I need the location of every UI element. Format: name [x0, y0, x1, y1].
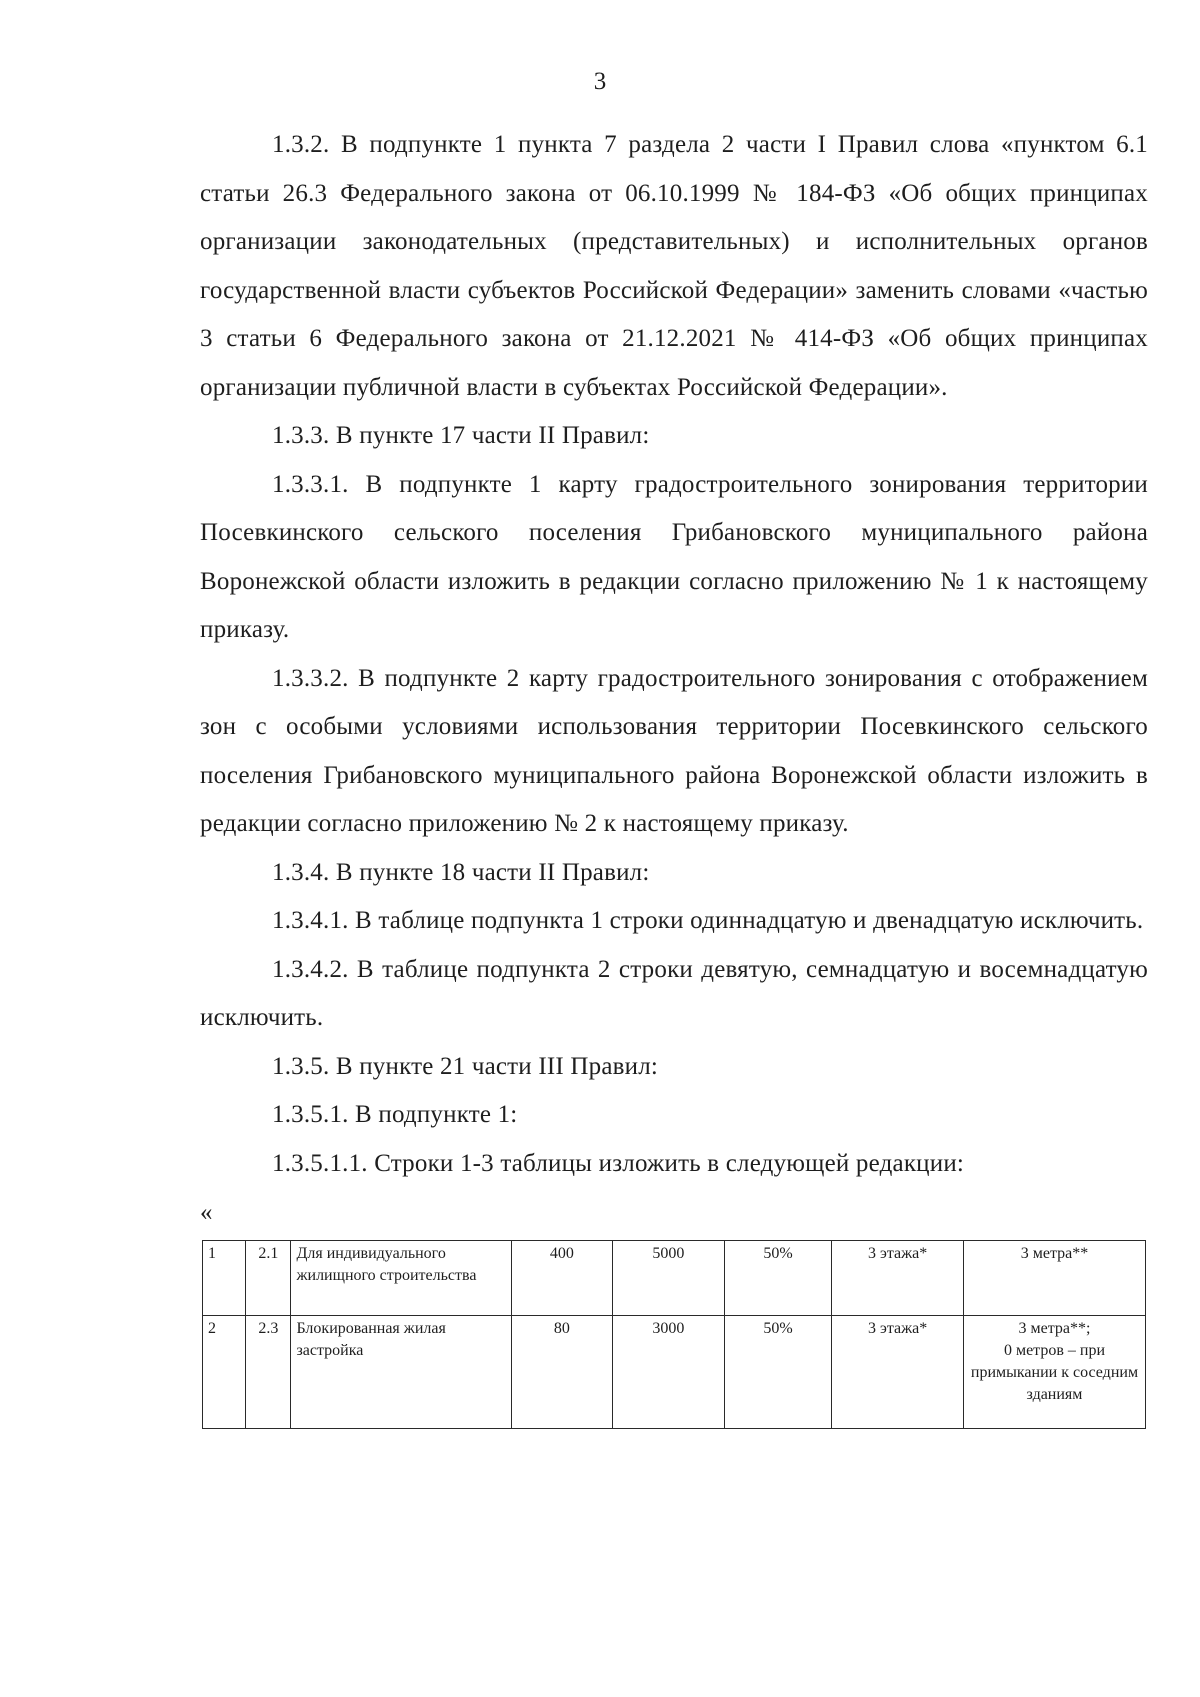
paragraph-1-3-4: 1.3.4. В пункте 18 части II Правил:	[272, 858, 650, 886]
page-number: 3	[593, 68, 607, 95]
building-percent-cell: 50%	[724, 1241, 832, 1316]
min-indent-cell	[963, 1241, 1145, 1316]
document-body	[200, 121, 1148, 1429]
indent-line: 0 метров – при примыкании к соседним зданиям	[970, 1342, 1139, 1403]
use-code-cell: 2.3	[246, 1316, 291, 1429]
indent-line: 3 метра**;	[1018, 1320, 1091, 1337]
paragraph-1-3-2: 1.3.2. В подпункте 1 пункта 7 раздела 2 части I Правил слова «пунктом 6.1 статьи 26.3 Федерального закона от 06.10.1999 № 184-ФЗ «Об общих принципах организации законодательных (представительных) и исполнительных органов государственной власти субъектов Российской Федерации» заменить словами «частью 3 статьи 6 Федерального закона от 21.12.2021 № 414-ФЗ «Об общих принципах организации публичной власти в субъектах Российской Федерации».	[200, 131, 1148, 401]
paragraph-1-3-4-2: 1.3.4.2. В таблице подпункта 2 строки девятую, семнадцатую и восемнадцатую исключить.	[200, 955, 1148, 1031]
paragraph-1-3-3: 1.3.3. В пункте 17 части II Правил:	[272, 422, 650, 449]
row-number-cell: 1	[203, 1241, 246, 1316]
paragraph-1-3-3-2: 1.3.3.2. В подпункте 2 карту градостроительного зонирования с отображением зон с особыми условиями использования территории Посевкинского сельского поселения Грибановского муниципального района Воронежской области изложить в редакции согласно приложению № 2 к настоящему приказу.	[200, 664, 1148, 837]
indent-line: 3 метра**	[1020, 1245, 1089, 1262]
use-code-cell: 2.1	[246, 1241, 291, 1316]
paragraph-1-3-5-1-1: 1.3.5.1.1. Строки 1-3 таблицы изложить в следующей редакции:	[272, 1149, 965, 1177]
paragraph-1-3-5: 1.3.5. В пункте 21 части III Правил:	[272, 1052, 659, 1080]
max-floors-cell: 3 этажа*	[832, 1241, 964, 1316]
building-percent-cell: 50%	[724, 1316, 832, 1429]
min-area-cell: 400	[511, 1241, 613, 1316]
table-row	[203, 1241, 1146, 1316]
max-area-cell: 5000	[613, 1241, 725, 1316]
paragraph-1-3-3-1: 1.3.3.1. В подпункте 1 карту градостроительного зонирования территории Посевкинского сельского поселения Грибановского муниципального района Воронежской области изложить в редакции согласно приложению № 1 к настоящему приказу.	[200, 470, 1148, 643]
table-row	[203, 1316, 1146, 1429]
min-area-cell: 80	[511, 1316, 613, 1429]
max-area-cell: 3000	[613, 1316, 725, 1429]
use-name-cell: Блокированная жилая застройка	[291, 1316, 511, 1429]
paragraph-1-3-4-1: 1.3.4.1. В таблице подпункта 1 строки одиннадцатую и двенадцатую исключить.	[272, 907, 1144, 934]
max-floors-cell: 3 этажа*	[832, 1316, 964, 1429]
zoning-parameters-table	[202, 1240, 1146, 1429]
paragraph-1-3-5-1: 1.3.5.1. В подпункте 1:	[272, 1101, 518, 1128]
row-number-cell: 2	[203, 1316, 246, 1429]
min-indent-cell	[963, 1316, 1145, 1429]
opening-quote-mark: «	[200, 1199, 213, 1226]
use-name-cell: Для индивидуального жилищного строительства	[291, 1241, 511, 1316]
